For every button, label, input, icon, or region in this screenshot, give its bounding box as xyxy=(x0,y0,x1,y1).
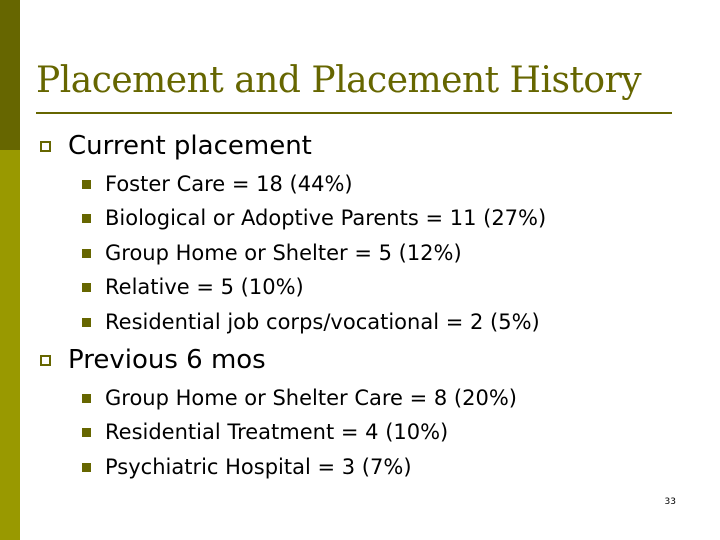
list-item-text: Group Home or Shelter = 5 (12%) xyxy=(105,241,462,265)
section-previous-6-mos xyxy=(40,345,266,375)
section-heading: Current placement xyxy=(68,131,312,161)
list-item-text: Foster Care = 18 (44%) xyxy=(105,172,353,196)
square-bullet-icon xyxy=(82,428,91,437)
square-bullet-icon xyxy=(82,180,91,189)
list-item-text: Psychiatric Hospital = 3 (7%) xyxy=(105,455,412,479)
list-item xyxy=(82,275,304,299)
section-current-placement xyxy=(40,131,312,161)
left-accent-bar-lower xyxy=(0,150,20,540)
list-item-text: Relative = 5 (10%) xyxy=(105,275,304,299)
hollow-square-bullet-icon xyxy=(40,141,51,152)
square-bullet-icon xyxy=(82,283,91,292)
list-item xyxy=(82,241,462,265)
slide-title: Placement and Placement History xyxy=(36,60,642,101)
list-item-text: Biological or Adoptive Parents = 11 (27%) xyxy=(105,206,547,230)
list-item xyxy=(82,386,517,410)
list-item-text: Residential Treatment = 4 (10%) xyxy=(105,420,449,444)
square-bullet-icon xyxy=(82,318,91,327)
page-number: 33 xyxy=(664,497,676,507)
section-heading: Previous 6 mos xyxy=(68,345,266,375)
list-item-text: Residential job corps/vocational = 2 (5%) xyxy=(105,310,540,334)
title-underline xyxy=(36,112,672,114)
list-item-text: Group Home or Shelter Care = 8 (20%) xyxy=(105,386,517,410)
square-bullet-icon xyxy=(82,463,91,472)
square-bullet-icon xyxy=(82,394,91,403)
square-bullet-icon xyxy=(82,214,91,223)
list-item xyxy=(82,455,412,479)
list-item xyxy=(82,172,353,196)
list-item xyxy=(82,310,540,334)
list-item xyxy=(82,420,448,444)
list-item xyxy=(82,206,546,230)
square-bullet-icon xyxy=(82,249,91,258)
hollow-square-bullet-icon xyxy=(40,355,51,366)
